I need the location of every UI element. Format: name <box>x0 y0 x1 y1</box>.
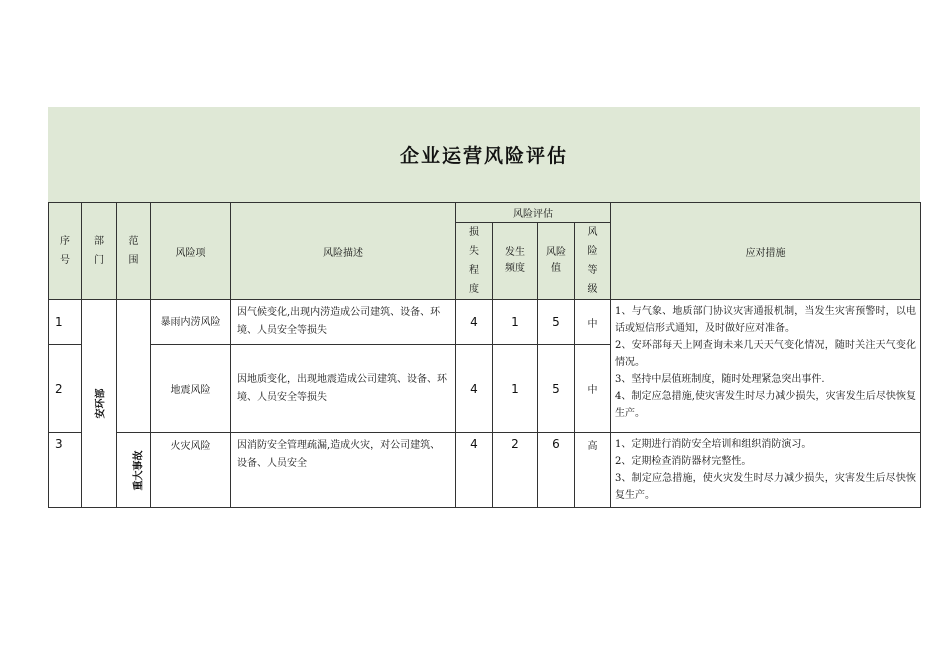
row-item: 火灾风险 <box>151 433 231 508</box>
row-freq: 1 <box>493 300 538 345</box>
measure-item: 2、安环部每天上网查询未来几天天气变化情况，随时关注天气变化情况。 <box>615 340 916 368</box>
measure-item: 3、制定应急措施，使火灾发生时尽力减少损失，灾害发生后尽快恢复生产。 <box>615 473 916 501</box>
measures-cell-1-2 <box>611 300 921 433</box>
measure-item: 2、定期检查消防器材完整性。 <box>615 456 752 467</box>
row-freq: 1 <box>493 345 538 433</box>
dept-label: 安环部 <box>95 388 107 419</box>
row-freq: 2 <box>493 433 538 508</box>
header-seq: 序号 <box>49 203 82 300</box>
row-grade: 高 <box>575 433 611 508</box>
header-dept: 部门 <box>82 203 117 300</box>
row-desc: 因气候变化,出现内涝造成公司建筑、设备、环境、人员安全等损失 <box>231 300 456 345</box>
measure-item: 1、定期进行消防安全培训和组织消防演习。 <box>615 439 812 450</box>
row-seq: 2 <box>49 345 82 433</box>
row-grade: 中 <box>575 300 611 345</box>
row-loss: 4 <box>456 345 493 433</box>
row-desc: 因消防安全管理疏漏,造成火灾，对公司建筑、设备、人员安全 <box>231 433 456 508</box>
table-row <box>49 433 921 508</box>
scope-cell <box>117 433 151 508</box>
row-value: 5 <box>538 345 575 433</box>
measure-item: 3、坚持中层值班制度，随时处理紧急突出事件. <box>615 374 825 385</box>
row-seq: 1 <box>49 300 82 345</box>
row-item: 暴雨内涝风险 <box>151 300 231 345</box>
page-title: 企业运营风险评估 <box>399 145 568 167</box>
table-row <box>49 300 921 345</box>
header-freq: 发生频度 <box>493 223 538 300</box>
header-desc: 风险描述 <box>231 203 456 300</box>
scope-cell-empty <box>117 300 151 433</box>
row-loss: 4 <box>456 433 493 508</box>
measure-item: 4、制定应急措施,使灾害发生时尽力减少损失，灾害发生后尽快恢复生产。 <box>615 391 916 419</box>
title-band <box>48 107 920 202</box>
header-item: 风险项 <box>151 203 231 300</box>
row-seq: 3 <box>49 433 82 508</box>
header-loss: 损失程度 <box>456 223 493 300</box>
header-measures: 应对措施 <box>611 203 921 300</box>
header-grade: 风险等级 <box>575 223 611 300</box>
header-assessment: 风险评估 <box>456 203 611 223</box>
risk-table <box>48 202 921 508</box>
header-value: 风险值 <box>538 223 575 300</box>
risk-assessment-sheet <box>48 107 920 508</box>
row-item: 地震风险 <box>151 345 231 433</box>
row-grade: 中 <box>575 345 611 433</box>
row-desc: 因地质变化，出现地震造成公司建筑、设备、环境、人员安全等损失 <box>231 345 456 433</box>
header-scope: 范围 <box>117 203 151 300</box>
measure-item: 1、与气象、地质部门协议灾害通报机制，当发生灾害预警时，以电话或短信形式通知，及时做好应对准备。 <box>615 306 916 334</box>
row-value: 6 <box>538 433 575 508</box>
measures-cell-3 <box>611 433 921 508</box>
scope-label: 重大事故 <box>133 450 145 490</box>
row-loss: 4 <box>456 300 493 345</box>
row-value: 5 <box>538 300 575 345</box>
dept-cell <box>82 300 117 508</box>
